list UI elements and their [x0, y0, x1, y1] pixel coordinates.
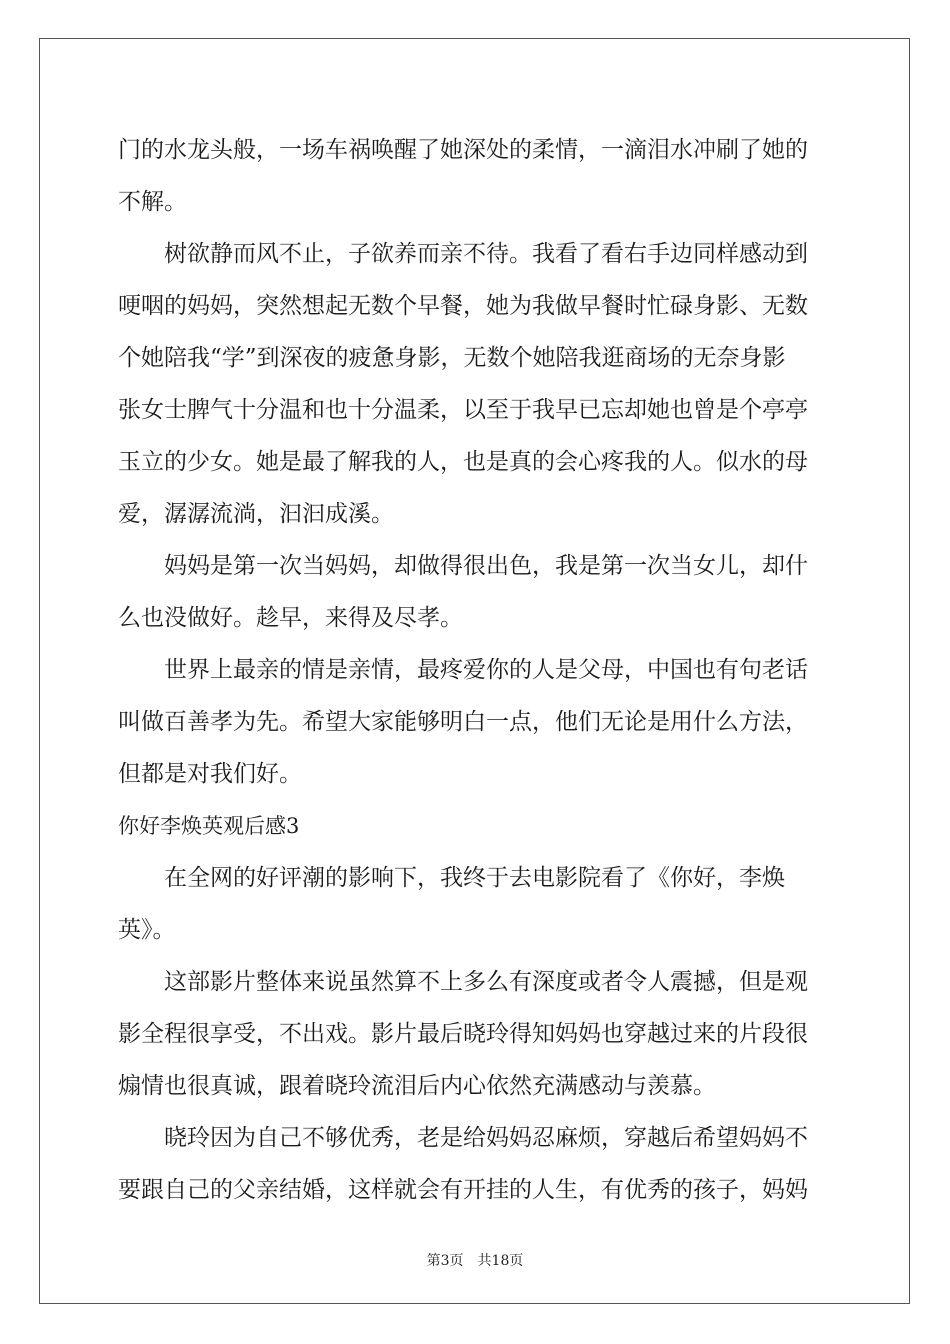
text-line: 晓玲因为自己不够优秀，老是给妈妈忍麻烦，穿越后希望妈妈不: [164, 1125, 808, 1151]
text-line: 要跟自己的父亲结婚，这样就会有开挂的人生，有优秀的孩子，妈妈: [118, 1177, 808, 1203]
text-line: 门的水龙头般，一场车祸唤醒了她深处的柔情，一滴泪水冲刷了她的: [118, 137, 808, 163]
text-line: 玉立的少女。她是最了解我的人，也是真的会心疼我的人。似水的母: [118, 449, 808, 475]
text-line: 不解。: [118, 189, 187, 215]
page-number-footer: 第3页 共18页: [426, 1253, 524, 1269]
text-line: 爱，潺潺流淌，汩汩成溪。: [118, 501, 394, 527]
text-line: 树欲静而风不止，子欲养而亲不待。我看了看右手边同样感动到: [164, 241, 808, 267]
text-line: 张女士脾气十分温和也十分温柔，以至于我早已忘却她也曾是个亭亭: [118, 397, 808, 423]
text-line: 叫做百善孝为先。希望大家能够明白一点，他们无论是用什么方法，: [118, 709, 808, 735]
text-line: 个她陪我“学”到深夜的疲惫身影，无数个她陪我逛商场的无奈身影: [118, 345, 786, 371]
document-body: [118, 124, 834, 1216]
text-line: 在全网的好评潮的影响下，我终于去电影院看了《你好，李焕: [164, 865, 785, 891]
text-line: 影全程很享受，不出戏。影片最后晓玲得知妈妈也穿越过来的片段很: [118, 1021, 808, 1047]
text-line: 这部影片整体来说虽然算不上多么有深度或者令人震撼，但是观: [164, 969, 808, 995]
text-line: 哽咽的妈妈，突然想起无数个早餐，她为我做早餐时忙碌身影、无数: [118, 293, 808, 319]
text-line: 么也没做好。趁早，来得及尽孝。: [118, 605, 463, 631]
text-line: 煽情也很真诚，跟着晓玲流泪后内心依然充满感动与羡慕。: [118, 1073, 716, 1099]
text-line: 英》。: [118, 917, 176, 943]
section-heading: 你好李焕英观后感3: [118, 814, 300, 838]
text-line: 但都是对我们好。: [118, 761, 302, 787]
text-line: 世界上最亲的情是亲情，最疼爱你的人是父母，中国也有句老话: [164, 657, 808, 683]
text-line: 妈妈是第一次当妈妈，却做得很出色，我是第一次当女儿，却什: [164, 553, 808, 579]
